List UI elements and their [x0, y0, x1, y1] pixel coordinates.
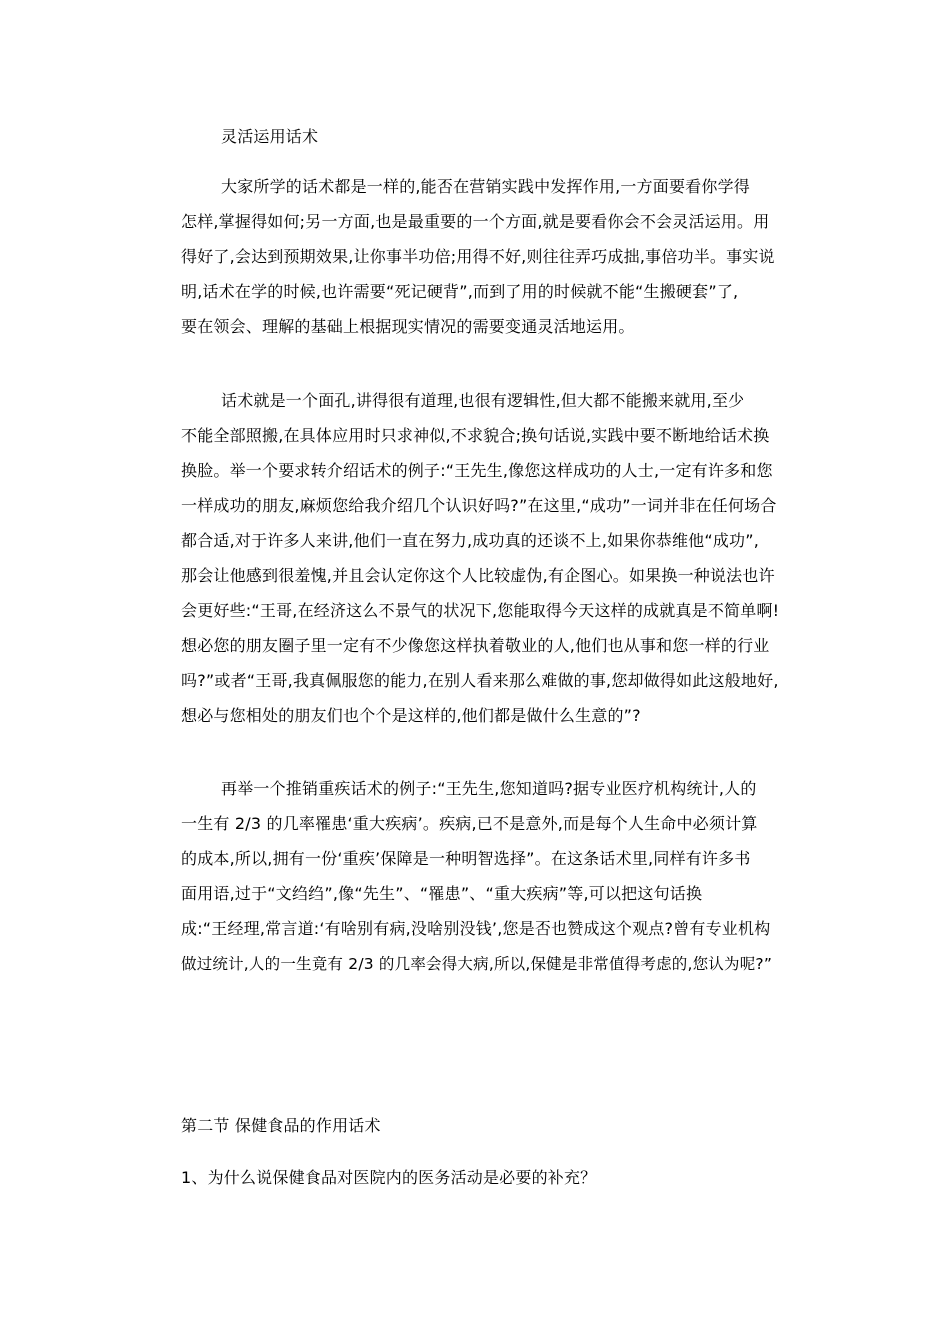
question-item: 1、为什么说保健食品对医院内的医务活动是必要的补充？ [181, 1168, 597, 1187]
text-line: 想必与您相处的朋友们也个个是这样的,他们都是做什么生意的”? [181, 706, 641, 725]
text-line: 都合适,对于许多人来讲,他们一直在努力,成功真的还谈不上,如果你恭维他“成功”, [181, 531, 760, 550]
text-line: 得好了,会达到预期效果,让你事半功倍;用得不好,则往往弄巧成拙,事倍功半。事实说 [181, 247, 775, 266]
section-heading: 第二节 保健食品的作用话术 [181, 1116, 381, 1135]
text-line: 一样成功的朋友,麻烦您给我介绍几个认识好吗?”在这里,“成功”一词并非在任何场合 [181, 496, 777, 515]
text-line: 换脸。举一个要求转介绍话术的例子:“王先生,像您这样成功的人士,一定有许多和您 [181, 461, 773, 480]
text-line: 做过统计,人的一生竟有 2/3 的几率会得大病,所以,保健是非常值得考虑的,您认为呢?” [181, 955, 773, 973]
text-line: 会更好些:“王哥,在经济这么不景气的状况下,您能取得今天这样的成就真是不简单啊! [181, 601, 780, 620]
text-line: 要在领会、理解的基础上根据现实情况的需要变通灵活地运用。 [181, 317, 635, 336]
text-line: 一生有 2/3 的几率罹患‘重大疾病’。疾病,已不是意外,而是每个人生命中必须计算 [181, 814, 758, 833]
text-line: 吗?”或者“王哥,我真佩服您的能力,在别人看来那么难做的事,您却做得如此这般地好, [181, 671, 779, 690]
text-line: 话术就是一个面孔,讲得很有道理,也很有逻辑性,但大都不能搬来就用,至少 [221, 391, 745, 410]
text-line: 怎样,掌握得如何;另一方面,也是最重要的一个方面,就是要看你会不会灵活运用。用 [181, 212, 770, 231]
text-line: 明,话术在学的时候,也许需要“死记硬背”,而到了用的时候就不能“生搬硬套”了, [181, 282, 739, 301]
text-line: 再举一个推销重疾话术的例子:“王先生,您知道吗?据专业医疗机构统计,人的 [221, 779, 757, 798]
text-line: 那会让他感到很羞愧,并且会认定你这个人比较虚伪,有企图心。如果换一种说法也许 [181, 566, 775, 585]
text-line: 面用语,过于“文绉绉”,像“先生”、“罹患”、“重大疾病”等,可以把这句话换 [181, 884, 703, 903]
text-line: 成:“王经理,常言道:‘有啥别有病,没啥别没钱’,您是否也赞成这个观点?曾有专业机构 [181, 919, 771, 938]
text-line: 的成本,所以,拥有一份‘重疾’保障是一种明智选择”。在这条话术里,同样有许多书 [181, 849, 751, 868]
section-title: 灵活运用话术 [221, 127, 319, 146]
text-line: 不能全部照搬,在具体应用时只求神似,不求貌合;换句话说,实践中要不断地给话术换 [181, 426, 770, 445]
text-line: 大家所学的话术都是一样的,能否在营销实践中发挥作用,一方面要看你学得 [221, 177, 750, 196]
text-line: 想必您的朋友圈子里一定有不少像您这样执着敬业的人,他们也从事和您一样的行业 [181, 636, 770, 655]
